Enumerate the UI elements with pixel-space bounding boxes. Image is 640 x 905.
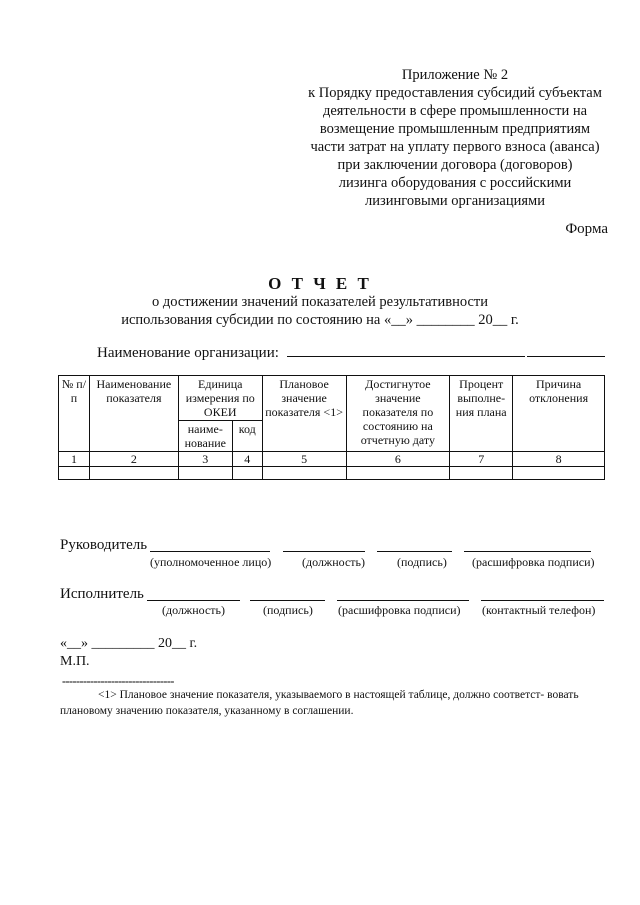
executor-phone-line[interactable] (481, 600, 604, 601)
report-table (58, 375, 605, 480)
table-cell[interactable] (178, 467, 232, 480)
header-reason: Причина отклонения (513, 376, 605, 452)
form-label: Форма (565, 221, 608, 237)
organization-row (97, 343, 605, 362)
column-number: 5 (262, 452, 346, 467)
column-number: 3 (178, 452, 232, 467)
column-number: 6 (346, 452, 450, 467)
head-label: Руководитель (60, 537, 148, 553)
appendix-line: при заключении договора (договоров) (337, 157, 573, 173)
appendix-line: к Порядку предоставления субсидий субъектам (308, 85, 602, 101)
table-cell[interactable] (513, 467, 605, 480)
report-subtitle (0, 293, 640, 329)
table-cell[interactable] (450, 467, 513, 480)
head-caption-position: (должность) (302, 555, 365, 569)
executor-caption-phone: (контактный телефон) (482, 603, 596, 617)
header-unit-code: код (232, 421, 262, 452)
table-cell[interactable] (346, 467, 450, 480)
head-caption-decoding: (расшифровка подписи) (472, 555, 595, 569)
header-achieved-value: Достигнутое значение показателя по состоянию на отчетную дату (346, 376, 450, 452)
report-title: О Т Ч Е Т (268, 274, 372, 293)
header-indicator-name: Наименование показателя (89, 376, 178, 452)
appendix-line: лизинговыми организациями (365, 193, 545, 209)
executor-decoding-line[interactable] (337, 600, 469, 601)
subtitle-line-2: использования субсидии по состоянию на «__» ________ 20__ г. (121, 312, 519, 328)
appendix-line: части затрат на уплату первого взноса (аванса) (310, 139, 600, 155)
footnote: <1> Плановое значение показателя, указываемого в настоящей таблице, должно соответст- вовать плановому значению показателя, указанному в соглашении. (60, 689, 579, 717)
head-caption-signature: (подпись) (397, 555, 447, 569)
executor-position-line[interactable] (147, 600, 240, 601)
stamp-label: М.П. (60, 654, 90, 669)
footnote-separator: -------------------------------- (62, 674, 174, 688)
column-number: 4 (232, 452, 262, 467)
appendix-header (300, 66, 610, 210)
appendix-line: лизинга оборудования с российскими (338, 175, 572, 191)
executor-caption-decoding: (расшифровка подписи) (338, 603, 461, 617)
head-position-line[interactable] (283, 551, 365, 552)
head-signature-line[interactable] (377, 551, 452, 552)
subtitle-line-1: о достижении значений показателей результативности (151, 294, 489, 310)
table-cell[interactable] (232, 467, 262, 480)
table-cell[interactable] (59, 467, 90, 480)
executor-signature-line[interactable] (250, 600, 325, 601)
executor-caption-signature: (подпись) (263, 603, 313, 617)
appendix-line: Приложение № 2 (401, 67, 509, 83)
appendix-line: возмещение промышленным предприятиям (319, 121, 591, 137)
column-number: 1 (59, 452, 90, 467)
header-no: № п/п (59, 376, 90, 452)
column-number: 7 (450, 452, 513, 467)
organization-label: Наименование организации: (97, 345, 279, 361)
table-row (59, 467, 605, 480)
head-caption-person: (уполномоченное лицо) (150, 555, 272, 569)
date-line: «__» _________ 20__ г. (60, 636, 198, 651)
table-cell[interactable] (89, 467, 178, 480)
executor-caption-position: (должность) (162, 603, 225, 617)
head-decoding-line[interactable] (464, 551, 591, 552)
header-planned-value: Плановое значение показателя <1> (262, 376, 346, 452)
column-number: 2 (89, 452, 178, 467)
organization-field[interactable] (287, 343, 525, 357)
head-authorized-person-line[interactable] (150, 551, 270, 552)
table-cell[interactable] (262, 467, 346, 480)
header-percent: Процент выполне- ния плана (450, 376, 513, 452)
appendix-line: деятельности в сфере промышленности на (322, 103, 588, 119)
header-unit: Единица измерения по ОКЕИ (178, 376, 262, 421)
header-unit-name: наиме- нование (178, 421, 232, 452)
column-number: 8 (513, 452, 605, 467)
organization-field-extra[interactable] (527, 343, 605, 357)
executor-label: Исполнитель (60, 586, 144, 602)
